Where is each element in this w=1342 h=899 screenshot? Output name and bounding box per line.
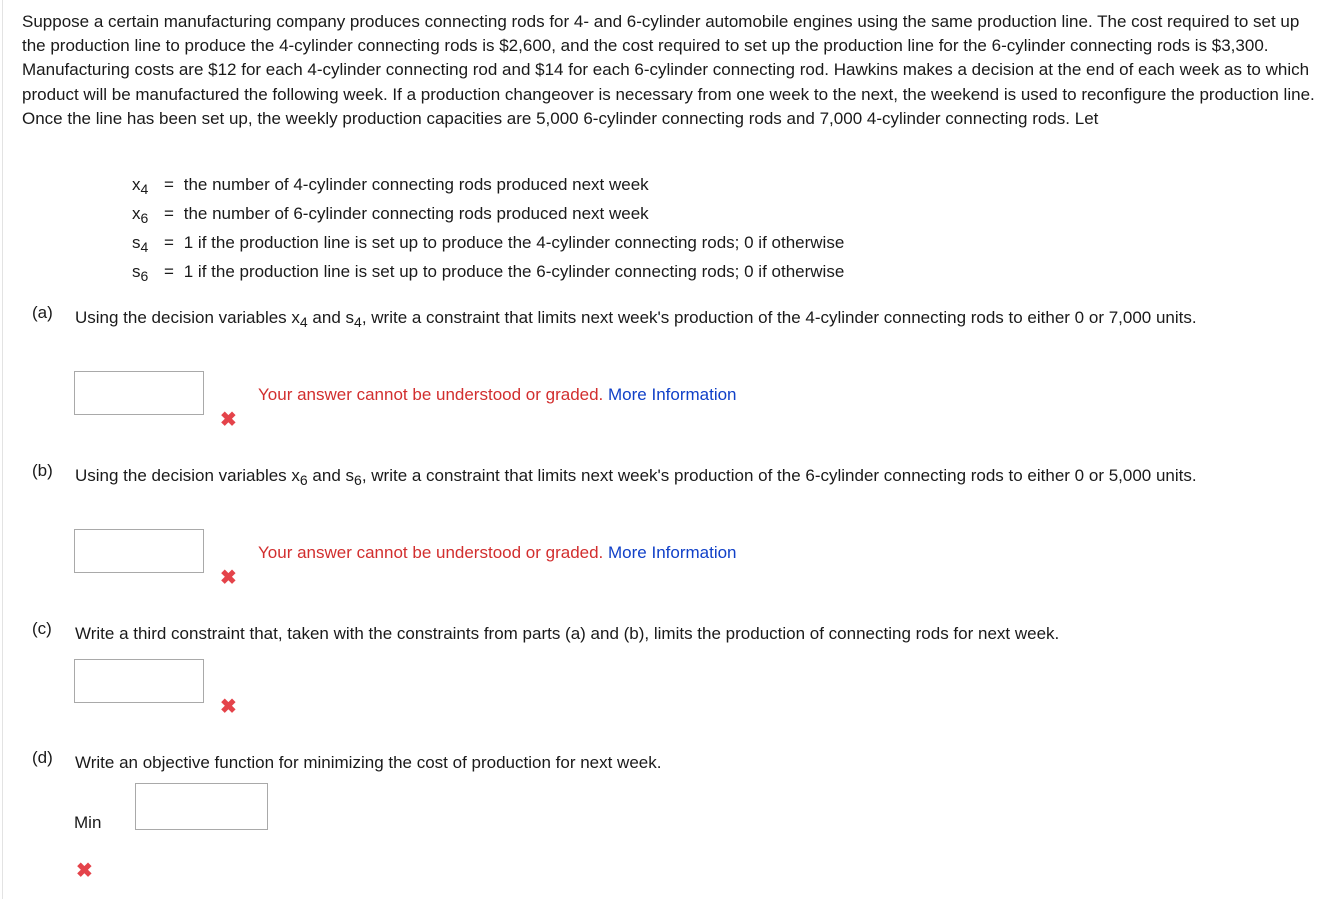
definition-s6: $s_6 = 1$ if the production line is set up to produce the 6-cylinder connecting rods; 0 if otherwise <box>132 259 844 288</box>
more-information-link[interactable]: More Information <box>608 385 737 404</box>
x-mark-icon: ✖ <box>220 409 237 431</box>
part-a-feedback <box>258 385 737 405</box>
var-symbol: $s_4$ <box>132 233 149 255</box>
definition-text: 1 if the production line is set up to produce the 4-cylinder connecting rods; 0 if otherwise <box>183 233 845 252</box>
part-d-answer-input[interactable] <box>135 783 268 830</box>
variable-definitions <box>132 172 844 288</box>
part-letter: (c) <box>32 619 52 638</box>
part-letter: (b) <box>32 461 53 480</box>
part-b-answer-input[interactable] <box>74 529 204 573</box>
part-a-answer-input[interactable] <box>74 371 204 415</box>
definition-text: the number of 6-cylinder connecting rods produced next week <box>183 204 649 223</box>
error-message: Your answer cannot be understood or graded. <box>258 543 604 562</box>
part-c-answer-input[interactable] <box>74 659 204 703</box>
part-c-question: Write a third constraint that, taken with the constraints from parts (a) and (b), limits the production of connecting rods for next week. <box>75 624 1060 643</box>
var-symbol: $x_6$ <box>132 204 149 226</box>
part-a-question: Using the decision variables $x_4$ and $s_4$, write a constraint that limits next week's production of the 4-cylinder connecting rods to either 0 or 7,000 units. <box>75 308 1197 330</box>
more-information-link[interactable]: More Information <box>608 543 737 562</box>
part-letter: (a) <box>32 303 53 322</box>
var-symbol: $s_6$ <box>132 262 149 284</box>
definition-x4: $x_4$ = the number of 4-cylinder connecting rods produced next week <box>132 172 844 201</box>
part-b-feedback <box>258 543 737 563</box>
definition-x6: $x_6$ = the number of 6-cylinder connecting rods produced next week <box>132 201 844 230</box>
x-mark-icon: ✖ <box>220 567 237 589</box>
part-b-question: Using the decision variables $x_6$ and $s_6$, write a constraint that limits next week's production of the 6-cylinder connecting rods to either 0 or 5,000 units. <box>75 466 1197 488</box>
x-mark-icon: ✖ <box>220 696 237 718</box>
part-letter: (d) <box>32 748 53 767</box>
part-d-question: Write an objective function for minimizing the cost of production for next week. <box>75 753 662 772</box>
x-mark-icon: ✖ <box>76 860 93 882</box>
problem-intro: Suppose a certain manufacturing company produces connecting rods for 4- and 6-cylinder automobile engines using the same production line. The cost required to set up the production line to produce the 4-cylinder connecting rods is $2,600, and the cost required to set up the production line for the 6-cylinder connecting rods is $3,300. Manufacturing costs are $12 for each 4-cylinder connecting rod and $14 for each 6-cylinder connecting rod. Hawkins makes a decision at the end of each week as to which product will be manufactured the following week. If a production changeover is necessary from one week to the next, the weekend is used to reconfigure the production line. Once the line has been set up, the weekly production capacities are 5,000 6-cylinder connecting rods and 7,000 4-cylinder connecting rods. Let <box>22 12 1315 128</box>
definition-text: 1 if the production line is set up to produce the 6-cylinder connecting rods; 0 if otherwise <box>183 262 845 281</box>
min-label: Min <box>74 813 102 832</box>
var-symbol: $x_4$ <box>132 175 149 197</box>
left-border <box>2 0 3 899</box>
definition-text: the number of 4-cylinder connecting rods produced next week <box>183 175 649 194</box>
definition-s4: $s_4 = 1$ if the production line is set up to produce the 4-cylinder connecting rods; 0 if otherwise <box>132 230 844 259</box>
error-message: Your answer cannot be understood or graded. <box>258 385 604 404</box>
